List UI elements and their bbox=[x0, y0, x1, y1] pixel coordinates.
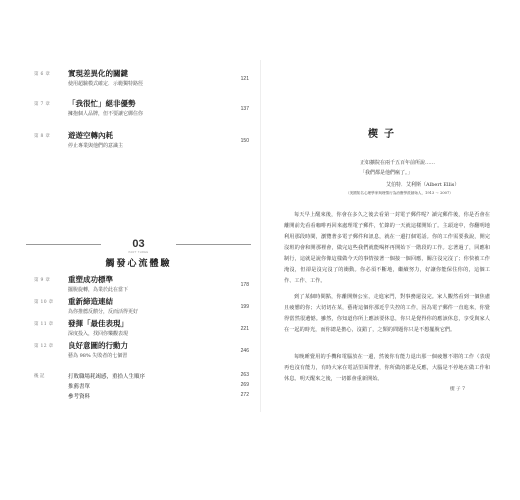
page-number: 221 bbox=[240, 326, 249, 332]
page-number: 269 bbox=[240, 382, 249, 388]
prologue-page bbox=[270, 60, 498, 412]
chapter-number: 第 9 章 bbox=[34, 278, 51, 283]
postscript-entry[interactable] bbox=[34, 372, 249, 381]
page-number: 272 bbox=[240, 392, 249, 398]
chapter-subtitle: 深度投入，找回你樂觀表現 bbox=[68, 331, 129, 337]
body-paragraph: 到了某個時間點，你離開辦公室，走進家門，對事務還沒完。家人觀然看到一個焦慮且疲憊的你；大切切在某，藝術這個你那近乎失控的工作，因為電子郵件一直進來，你覺得當然很遺憾。雖然，你知道你所上應該要休息，你只是覺得你的應該休息，享受與家人在一起的時光，而你總是擔心，沒錯了，之類的問題你只是不想擺脫它們。 bbox=[284, 294, 490, 333]
page-number: 121 bbox=[240, 76, 249, 82]
postscript-title: 參考資料 bbox=[68, 394, 91, 400]
chapter-title: 重塑成功標準 bbox=[68, 275, 113, 284]
chapter-subtitle: 使用超驗模式確定．示範獨特路徑 bbox=[68, 81, 144, 87]
postscript-entry[interactable] bbox=[34, 382, 249, 391]
spine-divider bbox=[260, 60, 261, 412]
chapter-title: 重新締造連結 bbox=[68, 297, 113, 306]
chapter-subtitle: 擁抱個人品牌，但不要讓它綁住你 bbox=[68, 111, 144, 117]
chapter-title: 良好意圖的行動力 bbox=[68, 341, 128, 350]
body-paragraph: 每天早上醒來後，你會在多久之後去看第一封電子郵件呢？讀完郵件後，你是否會在離開前先看看咖啡再回來處理電子郵件，忙錄的一天就這樣開始了。主頭途中，你翻明地利用那段時間，瀏覽著多電子郵件和訊息，就在一邊打個電話。你的工作需要我說，開完沒班的會和開那裡會，做完這些我們就能喝杯再開始下一階段的工作。忘著過了，回應和制行，這就是說你像這樣做今天的事情接著一個接一個回應，關注沒完沒了；你快被工作淹沒，但卻是沒完沒了的衝動。你必須不斷地，繼續努力，好讓你能保住你的，這個工作、工作、工作。 bbox=[284, 212, 490, 284]
page-number: 263 bbox=[240, 372, 249, 378]
chapter-subtitle: 藝為 98% 失敗者的七個習 bbox=[68, 353, 128, 359]
page-number: 246 bbox=[240, 348, 249, 354]
part-number: 03 bbox=[132, 238, 145, 250]
chapter-number: 第 12 章 bbox=[34, 344, 54, 349]
chapter-title: 「我很忙」絕非優勢 bbox=[68, 99, 136, 108]
chapter-number: 第 10 章 bbox=[34, 300, 54, 305]
chapter-title: 實現差異化的關鍵 bbox=[68, 69, 128, 78]
chapter-subtitle: 為你推薦反饋分，反而活得更好 bbox=[68, 309, 139, 315]
postscript-title: 推薦書單 bbox=[68, 384, 91, 390]
book-spread bbox=[22, 60, 498, 412]
chapter-number: 第 7 章 bbox=[34, 102, 51, 107]
postscript-label: 後 記 bbox=[34, 374, 45, 379]
toc-page bbox=[22, 60, 255, 412]
epigraph-source: 艾伯特．艾利斯（Albert Ellis） bbox=[386, 182, 460, 188]
chapter-subtitle: 停止專業與他們的意識主 bbox=[68, 143, 124, 149]
toc-entry[interactable] bbox=[34, 340, 249, 366]
chapter-number: 第 6 章 bbox=[34, 72, 51, 77]
page-number: 178 bbox=[240, 282, 249, 288]
part-title: 觸發心流體驗 bbox=[105, 259, 172, 269]
chapter-number: 第 11 章 bbox=[34, 322, 54, 327]
epigraph-line: 正如擴院在兩千五百年前所說…… bbox=[360, 160, 436, 166]
chapter-number: 第 8 章 bbox=[34, 134, 51, 139]
body-paragraph: 每晚睡覺用的手機和電腦放在一邊，然後你有能力退出那一個疲憊不堪的工作（表現再也沒有能力，有時大家在電話里面帶著，你所做的都是反應，大腦是不停地在做工作和休息。明天醒來之後，一切都會重新開始。 bbox=[284, 354, 490, 382]
part-label: PART THREE bbox=[128, 251, 149, 254]
chapter-subtitle: 擺脫旋轉，為業於此在當下 bbox=[68, 287, 129, 293]
prologue-title: 楔子 bbox=[368, 129, 400, 140]
page-folio: 楔 子 7 bbox=[450, 387, 466, 392]
epigraph-note: （美國知名心理學家與理情行為治療學派創始人，1913 ～ 2007） bbox=[346, 191, 453, 195]
toc-entry[interactable] bbox=[34, 98, 249, 124]
page-number: 150 bbox=[240, 138, 249, 144]
postscript-entry[interactable] bbox=[34, 392, 249, 401]
page-number: 199 bbox=[240, 304, 249, 310]
chapter-title: 遊遊空轉內耗 bbox=[68, 131, 113, 140]
postscript-title: 打敗職場耗竭感，重拾人生順序 bbox=[68, 374, 146, 380]
chapter-title: 發揮「最佳表現」 bbox=[68, 319, 128, 328]
toc-entry[interactable] bbox=[34, 68, 249, 94]
epigraph-line: 「我們都是他們瘋了。」 bbox=[360, 170, 413, 176]
page-number: 137 bbox=[240, 106, 249, 112]
toc-entry[interactable] bbox=[34, 130, 249, 156]
